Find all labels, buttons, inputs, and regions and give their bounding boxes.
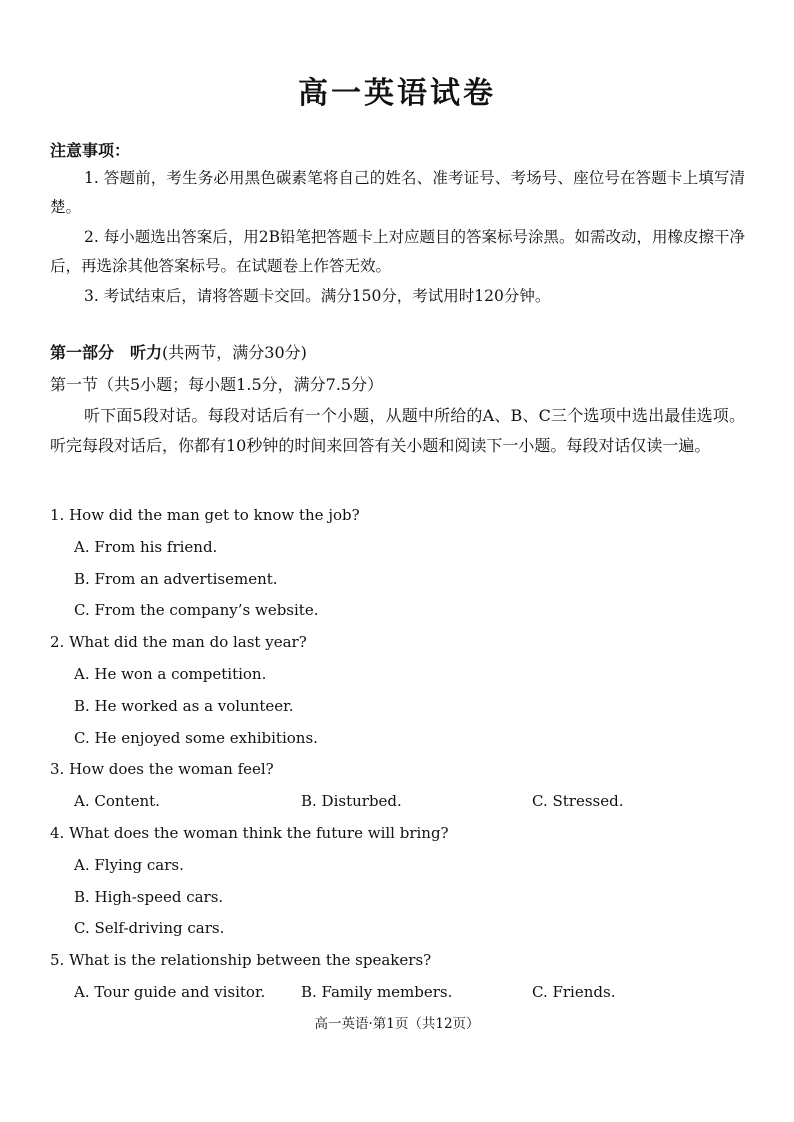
question-stem-4: 4. What does the woman think the future will bring? <box>50 823 449 842</box>
question-3-option-c: C. Stressed. <box>532 792 624 811</box>
question-1-option-c: C. From the company’s website. <box>74 601 319 620</box>
question-5-options <box>50 977 750 1009</box>
section-heading: 第一节（共5小题；每小题1.5分，满分7.5分） <box>50 375 384 394</box>
part-detail: (共两节，满分30分) <box>162 343 307 362</box>
question-4-option-a: A. Flying cars. <box>74 855 184 874</box>
question-3-option-b: B. Disturbed. <box>301 792 402 811</box>
question-3-options <box>50 786 750 818</box>
question-2-option-b: B. He worked as a volunteer. <box>74 696 294 715</box>
notice-heading: 注意事项： <box>50 141 131 160</box>
question-5-option-c: C. Friends. <box>532 982 616 1001</box>
question-3-option-a: A. Content. <box>74 792 160 811</box>
question-4-option-b: B. High-speed cars. <box>74 887 224 906</box>
question-stem-2: 2. What did the man do last year? <box>50 633 307 652</box>
question-1-option-b: B. From an advertisement. <box>74 569 278 588</box>
question-4-option-c: C. Self-driving cars. <box>74 919 225 938</box>
question-5-option-b: B. Family members. <box>301 982 453 1001</box>
section-directions: 听下面5段对话。每段对话后有一个小题，从题中所给的A、B、C三个选项中选出最佳选项。听完每段对话后，你都有10秒钟的时间来回答有关小题和阅读下一小题。每段对话仅读一遍。 <box>50 406 745 455</box>
part-heading <box>50 340 307 363</box>
question-2-option-a: A. He won a competition. <box>74 664 267 683</box>
exam-title: 高一英语试卷 <box>298 76 496 111</box>
notice-item-1: 1. 答题前，考生务必用黑色碳素笔将自己的姓名、准考证号、考场号、座位号在答题卡上填写清楚。 <box>50 169 745 216</box>
page-footer: 高一英语·第1页（共12页） <box>314 1016 480 1032</box>
question-5-option-a: A. Tour guide and visitor. <box>74 982 266 1001</box>
notice-list <box>50 164 745 312</box>
question-stem-3: 3. How does the woman feel? <box>50 760 274 779</box>
question-2-option-c: C. He enjoyed some exhibitions. <box>74 728 318 747</box>
part-label: 第一部分 听力 <box>50 343 163 362</box>
question-1-option-a: A. From his friend. <box>74 537 218 556</box>
notice-item-3: 3. 考试结束后，请将答题卡交回。满分150分，考试用时120分钟。 <box>84 287 551 305</box>
notice-item-2: 2. 每小题选出答案后，用2B铅笔把答题卡上对应题目的答案标号涂黑。如需改动，用橡皮擦干净后，再选涂其他答案标号。在试题卷上作答无效。 <box>50 228 745 275</box>
question-list <box>50 500 750 1009</box>
question-stem-1: 1. How did the man get to know the job? <box>50 506 360 524</box>
question-stem-5: 5. What is the relationship between the speakers? <box>50 951 432 970</box>
